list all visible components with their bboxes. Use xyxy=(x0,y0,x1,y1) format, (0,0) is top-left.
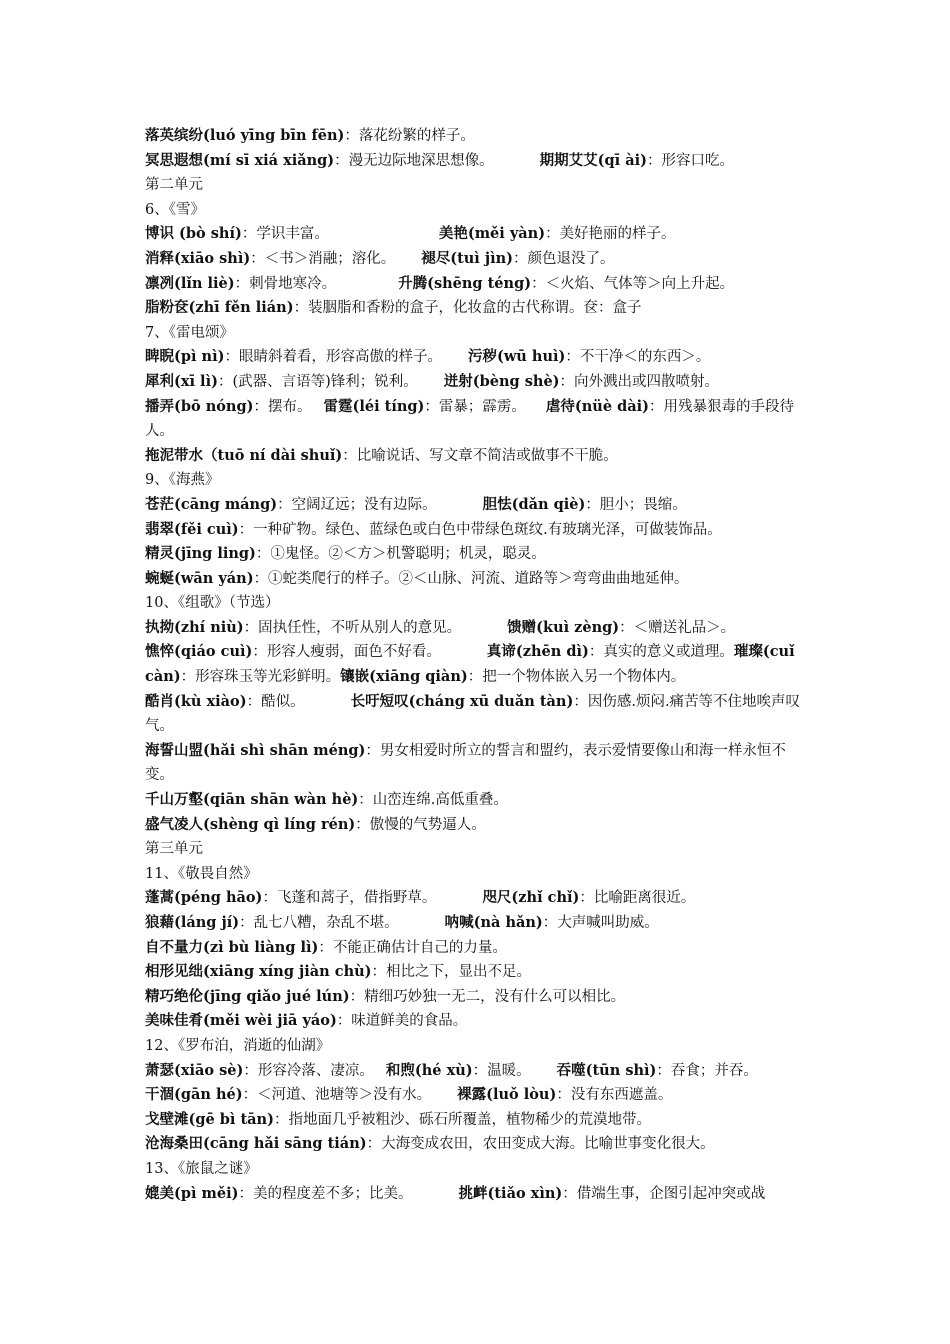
entry-line xyxy=(145,272,810,297)
term: 媲美(pì měi) xyxy=(145,1184,239,1202)
term: 褪尽(tuì jìn) xyxy=(421,249,514,267)
entry-line xyxy=(145,395,810,444)
entry-line xyxy=(145,1083,810,1108)
lesson-heading: 12、《罗布泊，消逝的仙湖》 xyxy=(145,1037,331,1054)
definition: ：吞食；并吞。 xyxy=(656,1062,758,1079)
definition: ：＜书＞消融；溶化。 xyxy=(250,250,396,267)
entry-line xyxy=(145,518,810,543)
term: 千山万壑(qiān shān wàn hè) xyxy=(145,791,359,809)
term: 执拗(zhí niù) xyxy=(145,618,244,636)
term: 翡翠(fěi cuì) xyxy=(145,520,239,538)
definition: ：借端生事，企图引起冲突或战 xyxy=(562,1185,766,1202)
definition: ：相比之下，显出不足。 xyxy=(371,964,532,981)
term: 戈壁滩(gē bì tān) xyxy=(145,1110,274,1128)
definition: ：形容口吃。 xyxy=(647,152,734,169)
term: 长吁短叹(cháng xū duǎn tàn) xyxy=(350,692,574,710)
definition: ：眼睛斜着看，形容高傲的样子。 xyxy=(224,349,442,366)
entry-line xyxy=(145,886,810,911)
term: 期期艾艾(qī ài) xyxy=(539,151,647,169)
unit-heading: 第三单元 xyxy=(145,841,203,858)
definition: ：漫无边际地深思想像。 xyxy=(334,152,494,169)
definition: ：美好艳丽的样子。 xyxy=(545,226,676,243)
term: 精巧绝伦(jīng qiǎo jué lún) xyxy=(145,987,350,1005)
term: 虐待(nüè dài) xyxy=(545,397,650,415)
term: 冥思遐想(mí sī xiá xiǎng) xyxy=(145,151,335,169)
term: 升腾(shēng téng) xyxy=(398,274,532,292)
entry-line xyxy=(145,739,810,788)
term: 吞噬(tūn shì) xyxy=(556,1061,657,1079)
term: 胆怯(dǎn qiè) xyxy=(482,495,586,513)
definition: ：刺骨地寒冷。 xyxy=(234,275,337,292)
entry-line xyxy=(145,296,810,321)
lesson-heading: 10、《组歌》（节选） xyxy=(145,595,280,612)
term: 狼藉(láng jí) xyxy=(145,914,240,931)
entry-line xyxy=(145,370,810,395)
definition: ：真实的意义或道理。 xyxy=(588,644,734,661)
definition: ：把一个物体嵌入另一个物体内。 xyxy=(467,669,686,686)
definition: ：装胭脂和香粉的盒子，化妆盒的古代称谓。奁：盒子 xyxy=(293,300,642,317)
definition: ：因伤感.烦闷.痛苦等不住地唉声叹气。 xyxy=(145,693,801,735)
term: 蓬蒿(péng hāo) xyxy=(145,889,263,907)
entry-line xyxy=(145,616,810,641)
term: 凛冽(lǐn liè) xyxy=(145,274,235,292)
term: 拖泥带水（tuō ní dài shuǐ) xyxy=(145,446,343,464)
term: 苍茫(cāng máng) xyxy=(145,495,278,513)
definition: ：没有东西遮盖。 xyxy=(556,1087,673,1104)
definition: ：＜赠送礼品＞。 xyxy=(619,619,736,636)
lesson-heading: 13、《旅鼠之谜》 xyxy=(145,1160,258,1177)
term: 播弄(bō nóng) xyxy=(145,397,254,415)
term: 萧瑟(xiāo sè) xyxy=(145,1061,244,1079)
entry-line xyxy=(145,985,810,1010)
entry-line xyxy=(145,444,810,469)
entry-line xyxy=(145,1059,810,1084)
definition: ：摆布。 xyxy=(253,398,312,415)
definition: ：用残暴狠毒的手段待人。 xyxy=(145,398,795,440)
term: 脂粉奁(zhī fěn lián) xyxy=(145,299,294,317)
entry-line xyxy=(145,1182,810,1207)
entry-line xyxy=(145,247,810,272)
definition: ：空阔辽远；没有边际。 xyxy=(277,496,437,513)
term: 美味佳肴(měi wèi jiā yáo) xyxy=(145,1012,337,1030)
entry-line xyxy=(145,788,810,813)
definition: ：＜河道、池塘等＞没有水。 xyxy=(242,1087,432,1104)
term: 酷肖(kù xiào) xyxy=(145,692,247,710)
definition: ：雷暴；霹雳。 xyxy=(424,398,526,415)
definition: ：学识丰富。 xyxy=(241,226,329,243)
term: 蜿蜒(wān yán) xyxy=(145,569,254,587)
definition: ：不能正确估计自己的力量。 xyxy=(318,939,507,956)
lesson-heading: 6、《雪》 xyxy=(145,201,205,218)
term: 挑衅(tiǎo xìn) xyxy=(458,1184,563,1202)
term: 美艳(měi yàn) xyxy=(438,225,546,243)
definition: ：酷似。 xyxy=(246,693,305,710)
definition: ：味道鲜美的食品。 xyxy=(336,1013,468,1030)
term: 咫尺(zhǐ chǐ) xyxy=(482,889,580,907)
term: 精灵(jīng ling) xyxy=(145,545,256,563)
entry-line xyxy=(145,911,810,936)
unit-heading: 第二单元 xyxy=(145,177,203,194)
term: 自不量力(zì bù liàng lì) xyxy=(145,938,319,956)
term: 沧海桑田(cāng hǎi sāng tián) xyxy=(145,1135,367,1153)
entry-line xyxy=(145,936,810,961)
lesson-heading: 7、《雷电颂》 xyxy=(145,324,234,341)
term: 海誓山盟(hǎi shì shān méng) xyxy=(145,741,366,759)
term: 真谛(zhēn dì) xyxy=(486,643,589,661)
definition: ：大声喊叫助威。 xyxy=(542,915,659,931)
definition: ：①鬼怪。②＜方＞机警聪明；机灵，聪灵。 xyxy=(255,546,546,563)
definition: ：美的程度差不多；比美。 xyxy=(238,1185,413,1202)
entry-line xyxy=(145,493,810,518)
definition: ：大海变成农田，农田变成大海。比喻世事变化很大。 xyxy=(366,1136,715,1153)
entry-line xyxy=(145,1108,810,1133)
term: 睥睨(pì nì) xyxy=(145,348,225,366)
definition: ：(武器、言语等)锋利；锐利。 xyxy=(217,373,418,390)
entry-line xyxy=(145,640,810,689)
term: 璀璨(cuǐ càn) xyxy=(145,643,795,686)
term: 镶嵌(xiāng qiàn) xyxy=(340,668,468,686)
definition: ：形容人瘦弱，面色不好看。 xyxy=(252,644,441,661)
definition: ：一种矿物。绿色、蓝绿色或白色中带绿色斑纹.有玻璃光泽，可做装饰品。 xyxy=(238,521,722,538)
entry-line xyxy=(145,124,810,149)
entry-line xyxy=(145,542,810,567)
term: 博识 (bò shí) xyxy=(145,225,242,243)
term: 裸露(luǒ lòu) xyxy=(457,1086,557,1104)
entry-line xyxy=(145,345,810,370)
term: 迸射(bèng shè) xyxy=(443,372,560,390)
term: 雷霆(léi tíng) xyxy=(323,397,425,415)
definition: ：形容珠玉等光彩鲜明。 xyxy=(180,669,341,686)
definition: ：乱七八糟，杂乱不堪。 xyxy=(239,915,399,931)
vocabulary-page xyxy=(145,124,810,1206)
term: 落英缤纷(luó yīng bīn fēn) xyxy=(145,127,345,144)
definition: ：比喻说话、写文章不简洁或做事不干脆。 xyxy=(342,447,618,464)
definition: ：男女相爱时所立的誓言和盟约，表示爱情要像山和海一样永恒不变。 xyxy=(145,742,786,784)
definition: ：山峦连绵.高低重叠。 xyxy=(358,792,508,809)
lesson-heading: 9、《海燕》 xyxy=(145,472,220,489)
definition: ：不干净＜的东西＞。 xyxy=(565,349,711,366)
definition: ：飞蓬和蒿子，借指野草。 xyxy=(262,890,437,907)
definition: ：傲慢的气势逼人。 xyxy=(355,816,486,833)
definition: ：颜色退没了。 xyxy=(513,250,615,267)
term: 消释(xiāo shì) xyxy=(145,249,251,267)
entry-line xyxy=(145,149,810,174)
definition: ：形容冷落、凄凉。 xyxy=(243,1062,374,1079)
definition: ：＜火焰、气体等＞向上升起。 xyxy=(531,275,735,292)
entry-line xyxy=(145,813,810,838)
entry-line xyxy=(145,960,810,985)
term: 憔悴(qiáo cuì) xyxy=(145,643,253,661)
term: 盛气凌人(shèng qì líng rén) xyxy=(145,815,356,833)
term: 干涸(gān hé) xyxy=(145,1086,243,1104)
definition: ：胆小；畏缩。 xyxy=(585,496,687,513)
entry-line xyxy=(145,222,810,247)
definition: ：落花纷繁的样子。 xyxy=(344,128,475,144)
lesson-heading: 11、《敬畏自然》 xyxy=(145,865,258,882)
definition: ：精细巧妙独一无二，没有什么可以相比。 xyxy=(349,988,626,1005)
term: 污秽(wū huì) xyxy=(467,348,566,366)
entry-line xyxy=(145,690,810,739)
term: 和煦(hé xù) xyxy=(385,1061,473,1079)
definition: ：①蛇类爬行的样子。②＜山脉、河流、道路等＞弯弯曲曲地延伸。 xyxy=(253,570,689,587)
definition: ：向外溅出或四散喷射。 xyxy=(559,373,720,390)
entry-line xyxy=(145,1009,810,1034)
term: 犀利(xī lì) xyxy=(145,372,218,390)
definition: ：温暖。 xyxy=(472,1062,531,1079)
term: 馈赠(kuì zèng) xyxy=(507,618,620,636)
definition: ：固执任性，不听从别人的意见。 xyxy=(243,619,462,636)
entry-line xyxy=(145,1132,810,1157)
entry-line xyxy=(145,567,810,592)
definition: ：比喻距离很近。 xyxy=(579,890,696,907)
term: 相形见绌(xiāng xíng jiàn chù) xyxy=(145,963,372,981)
definition: ：指地面几乎被粗沙、砾石所覆盖，植物稀少的荒漠地带。 xyxy=(273,1111,651,1128)
term: 呐喊(nà hǎn) xyxy=(444,914,543,931)
